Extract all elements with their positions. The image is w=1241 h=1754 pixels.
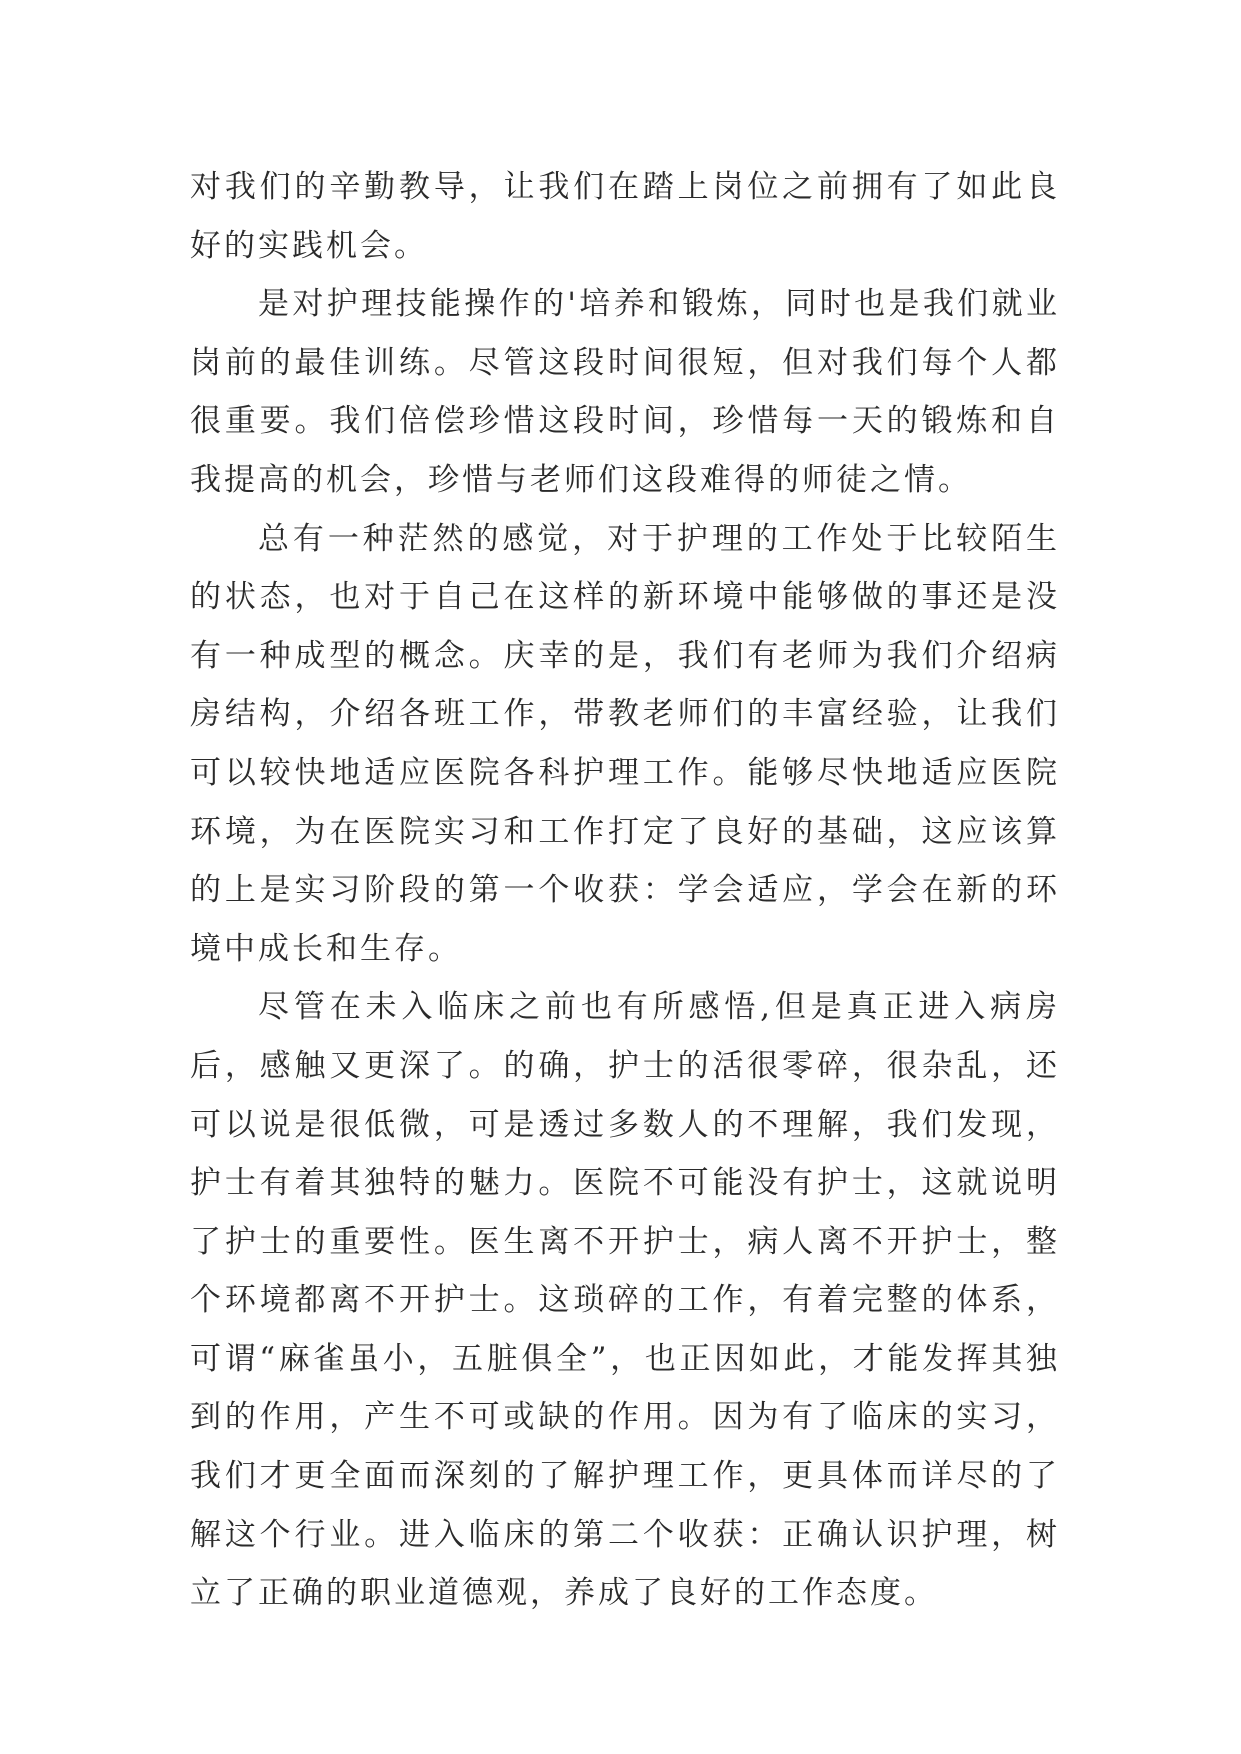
paragraph-continuation: 对我们的辛勤教导，让我们在踏上岗位之前拥有了如此良好的实践机会。 xyxy=(190,169,1060,264)
paragraph-second-harvest: 尽管在未入临床之前也有所感悟,但是真正进入病房后，感触又更深了。的确，护士的活很零碎，很杂乱，还可以说是很低微，可是透过多数人的不理解，我们发现，护士有着其独特的魅力。医院不可能没有护士，这就说明了护士的重要性。医生离不开护士，病人离不开护士，整个环境都离不开护士。这琐碎的工作，有着完整的体系，可谓“麻雀虽小，五脏俱全”，也正因如此，才能发挥其独到的作用，产生不可或缺的作用。因为有了临床的实习，我们才更全面而深刻的了解护理工作，更具体而详尽的了解这个行业。进入临床的第二个收获：正确认识护理，树立了正确的职业道德观，养成了良好的工作态度。 xyxy=(190,989,1060,1612)
paragraph-skills-training: 是对护理技能操作的'培养和锻炼，同时也是我们就业岗前的最佳训练。尽管这段时间很短，但对我们每个人都很重要。我们倍偿珍惜这段时间，珍惜每一天的锻炼和自我提高的机会，珍惜与老师们这段难得的师徒之情。 xyxy=(190,286,1060,498)
paragraph-first-harvest: 总有一种茫然的感觉，对于护理的工作处于比较陌生的状态，也对于自己在这样的新环境中能够做的事还是没有一种成型的概念。庆幸的是，我们有老师为我们介绍病房结构，介绍各班工作，带教老师们的丰富经验，让我们可以较快地适应医院各科护理工作。能够尽快地适应医院环境，为在医院实习和工作打定了良好的基础，这应该算的上是实习阶段的第一个收获：学会适应，学会在新的环境中成长和生存。 xyxy=(190,520,1060,967)
document-body xyxy=(190,158,1060,1623)
